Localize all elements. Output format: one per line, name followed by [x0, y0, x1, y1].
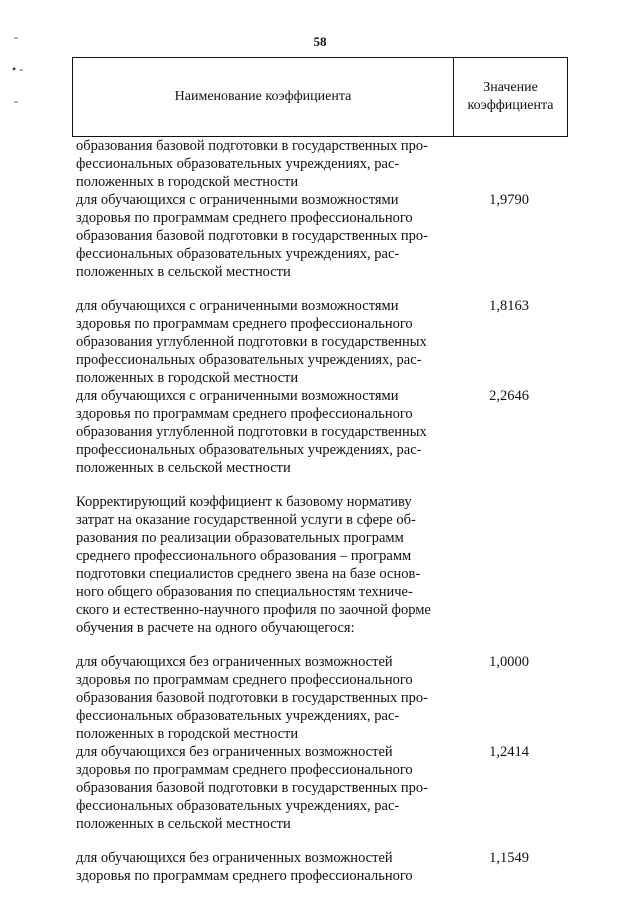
margin-mark: -: [14, 30, 18, 44]
coefficient-name: Корректирующий коэффициент к базовому нормативу затрат на оказание государственной услуги в сфере об- разования по реализации образовательных программ среднего профессионального образования – программ подготовки специалистов среднего звена на базе основ- ного общего образования по специальностям техниче- ского и естественно-научного профиля по заочной форме обучения в расчете на одного обучающегося:: [76, 494, 431, 636]
table-header: [72, 57, 568, 137]
coefficient-value: [450, 137, 568, 191]
table-row: [76, 191, 568, 281]
coefficient-value: 1,8163: [489, 298, 529, 314]
table-row: [76, 493, 568, 637]
coefficient-name: для обучающихся с ограниченными возможностями здоровья по программам среднего профессионального образования углубленной подготовки в государственных профессиональных образовательных учреждениях, рас- положенных в сельской местности: [76, 388, 427, 476]
header-name-cell: Наименование коэффициента: [73, 58, 454, 136]
table-row: [76, 653, 568, 743]
margin-mark: -: [14, 94, 18, 108]
table-row: [76, 137, 568, 191]
coefficient-value: 1,9790: [489, 192, 529, 208]
coefficient-value: [450, 493, 568, 637]
coefficient-name: для обучающихся с ограниченными возможностями здоровья по программам среднего профессионального образования углубленной подготовки в государственных профессиональных образовательных учреждениях, рас- положенных в городской местности: [76, 298, 427, 386]
coefficient-value: 1,0000: [489, 654, 529, 670]
coefficient-name: для обучающихся с ограниченными возможностями здоровья по программам среднего профессионального образования базовой подготовки в государственных про- фессиональных образовательных учреждениях, рас- положенных в сельской местности: [76, 192, 428, 280]
coefficient-name: для обучающихся без ограниченных возможностей здоровья по программам среднего профессионального образования базовой подготовки в государственных про- фессиональных образовательных учреждениях, рас- положенных в сельской местности: [76, 744, 428, 832]
table-row: [76, 387, 568, 477]
coefficient-value: 1,1549: [489, 850, 529, 866]
coefficient-value: 1,2414: [489, 744, 529, 760]
margin-mark: • -: [12, 62, 24, 76]
coefficient-value: 2,2646: [489, 388, 529, 404]
table-row: [76, 849, 568, 885]
header-value-cell: Значение коэффициента: [467, 80, 554, 113]
table-row: [76, 743, 568, 833]
coefficient-name: для обучающихся без ограниченных возможностей здоровья по программам среднего профессионального: [76, 850, 413, 884]
coefficient-name: для обучающихся без ограниченных возможностей здоровья по программам среднего профессионального образования базовой подготовки в государственных про- фессиональных образовательных учреждениях, рас- положенных в городской местности: [76, 654, 428, 742]
coefficient-name: образования базовой подготовки в государственных про- фессиональных образовательных учреждениях, рас- положенных в городской местности: [76, 138, 428, 190]
coefficient-entries: [76, 137, 568, 885]
page-number: 58: [313, 34, 327, 49]
table-row: [76, 297, 568, 387]
